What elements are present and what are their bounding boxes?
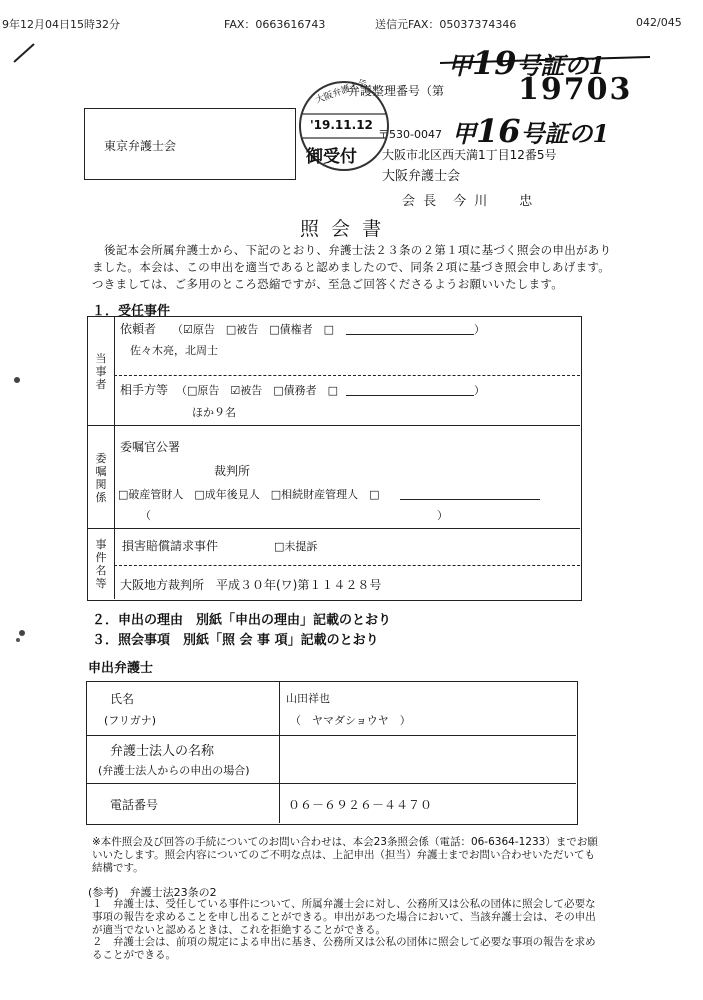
sender-org: 大阪弁護士会 (382, 169, 461, 184)
inquiry-note: ※本件照会及び回答の手続についてのお問い合わせは、本会23条照会係（電話：06-6364-1233）までお願いいたします。照会内容についてのご不明な点は、上記申出（担当）弁護士までお問い合わせいただいても結構です。 (92, 836, 598, 874)
client-names: 佐々木亮，北周士 (130, 344, 218, 357)
applicant-heading: 申出弁護士 (88, 661, 154, 676)
postal-code: 〒530-0047 (378, 128, 442, 141)
sender-address: 大阪市北区西天満1丁目12番5号 (382, 148, 557, 162)
intro-paragraph: 後記本会所属弁護士から、下記のとおり、弁護士法２３条の２第１項に基づく照会の申出がありました。本会は、この申出を適当であると認めましたので、同条２項に基づき照会申しあげます。つきましては、ご多用のところ恐縮ですが、至急ご回答くださるようお願いいたします。 (92, 243, 612, 291)
fax-page-number: 042/045 (636, 16, 682, 29)
client-close: ） (474, 323, 485, 336)
corp-label: 弁護士法人の名称 (110, 744, 215, 759)
opponent-options: （□原告 ☑被告 □債務者 □ (176, 384, 339, 397)
reference-heading: (参考) 弁護士法23条の2 (88, 886, 217, 899)
seiri-number-label: 弁護整理番号（第 (348, 84, 445, 98)
section3: ３．照会事項 別紙「照 会 事 項」記載のとおり (92, 633, 379, 648)
commission-paren: （ ） (140, 509, 448, 522)
evidence-kou19: 甲19号証の1 (448, 44, 606, 82)
case-name: 損害賠償請求事件 (122, 539, 219, 553)
corp-sub-label: (弁護士法人からの申出の場合) (98, 764, 250, 777)
recipient-name: 東京弁護士会 (104, 139, 177, 153)
registration-number: 19703 (518, 72, 633, 107)
stamp-received: 御受付 (306, 147, 357, 167)
commission-label: 委嘱関係 (95, 452, 107, 504)
case-table (87, 316, 582, 601)
reference-clause-2: ２ 弁護士会は、前項の規定による申出に基き、公務所又は公私の団体に照会して必要な事項の報告を求めることができる。 (92, 936, 596, 961)
sender-president: 会 長 今 川 忠 (402, 194, 535, 209)
case-label: 事件名等 (95, 538, 107, 590)
applicant-kana: （ ヤマダショウヤ ） (290, 714, 411, 727)
stamp-date: '19.11.12 (310, 118, 373, 132)
name-label: 氏名 (110, 692, 135, 706)
evidence-kou16: 甲16号証の1 (452, 112, 610, 150)
sender-fax-number: 送信元FAX：05037374346 (375, 18, 517, 31)
phone-value: ０６－６９２６－４４７０ (288, 798, 433, 812)
phone-label: 電話番号 (110, 798, 159, 812)
case-unfiled: □未提訴 (274, 540, 318, 553)
commission-court: 裁判所 (214, 464, 251, 478)
stamp-org: 大阪弁護士会 (314, 77, 369, 106)
client-label: 依頼者 (120, 322, 157, 336)
applicant-name: 山田祥也 (286, 692, 330, 705)
commission-office-label: 委嘱官公署 (120, 440, 181, 454)
case-court: 大阪地方裁判所 平成３０年(ワ)第１１４２８号 (120, 578, 382, 592)
opponent-label: 相手方等 (120, 383, 169, 397)
kana-label: (フリガナ) (104, 714, 157, 727)
document-title: 照 会 書 (300, 218, 385, 240)
fax-datetime: 9年12月04日15時32分 (2, 18, 120, 31)
opponent-close: ） (474, 384, 485, 397)
opponent-names: ほか９名 (192, 406, 236, 419)
reference-clause-1: １ 弁護士は、受任している事件について、所属弁護士会に対し、公務所又は公私の団体に照会して必要な事項の報告を求めることを申し出ることができる。申出があつた場合において、当該弁護士会は、その申出が適当でないと認めるときは、これを拒絶することができる。 (92, 898, 596, 936)
commission-options: □破産管財人 □成年後見人 □相続財産管理人 □ (118, 488, 380, 501)
party-label: 当事者 (95, 352, 107, 391)
section2: ２．申出の理由 別紙「申出の理由」記載のとおり (92, 613, 392, 628)
section1-heading: １．受任事件 (92, 304, 171, 319)
fax-number: FAX：0663616743 (224, 18, 326, 31)
client-options: （☑原告 □被告 □債権者 □ (172, 323, 335, 336)
